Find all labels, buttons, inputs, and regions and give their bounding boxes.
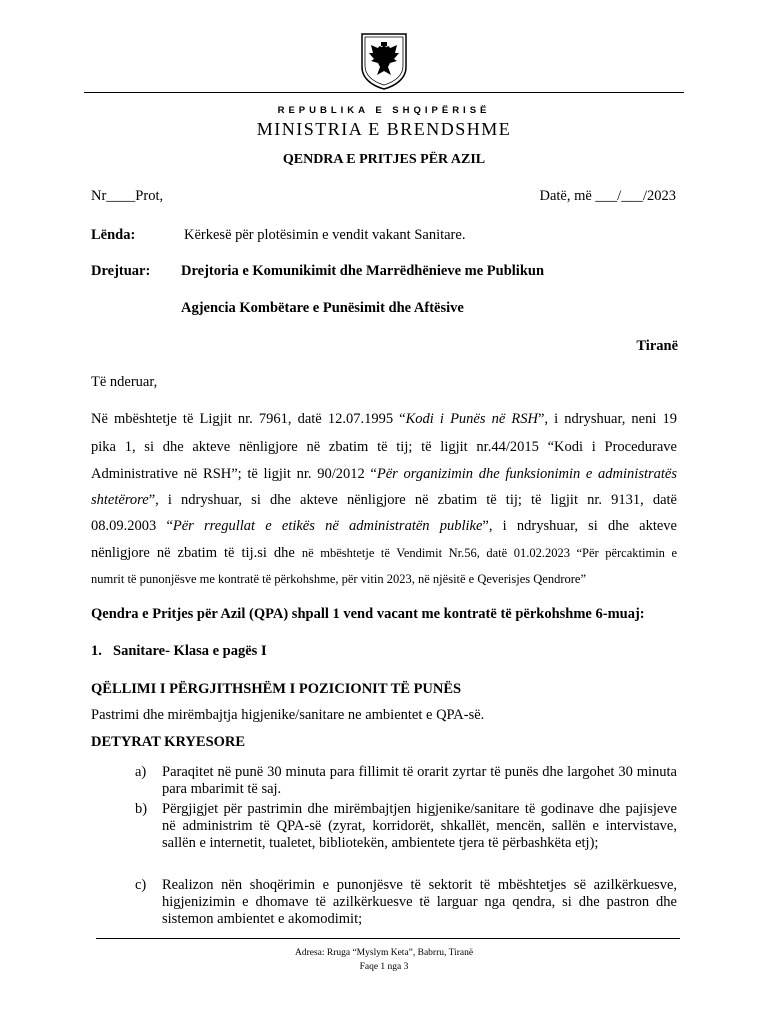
list-text: Realizon nën shoqërimin e punonjësve të sektorit të mbështetjes së azilkërkuesve, higjenizimin e dhomave të azilkërkuesve të larguar nga qendra, si dhe pastron dhe sistemon ambientet e akomodimit; [162,877,677,927]
protocol-number: Nr____Prot, [91,188,164,204]
paragraph-line-5: 08.09.2003 “Për rregullat e etikës në administratën publike”, i ndryshuar, si dhe akteve [91,518,677,534]
page-number: Faqe 1 nga 3 [359,962,409,972]
addressee-1: Drejtoria e Komunikimit dhe Marrëdhënieve me Publikun [181,263,545,279]
paragraph-line-7: numrit të punonjësve me kontratë të përkohshme, për vitin 2023, në njësitë e Qeverisjes Qendrore” [91,572,586,586]
header-divider [84,92,684,93]
position-number: 1. [91,643,102,659]
footer-divider [96,938,680,939]
ministry-name: MINISTRIA E BRENDSHME [256,119,512,139]
republic-name: REPUBLIKA E SHQIPËRISË [277,105,491,116]
list-marker: a) [135,764,147,780]
duties-heading: DETYRAT KRYESORE [91,734,246,750]
greeting: Të nderuar, [91,374,158,390]
list-text: Përgjigjet për pastrimin dhe mirëmbajtjen higjenike/sanitare të godinave dhe pajisjeve në administrim të QPA-së (zyrat, korridorët, shkallët, mencën, sallën e intervistave, sallën e internetit, tualetet, bibliotekën, ambientete tjera të përbashkëta etj); [162,801,677,851]
paragraph-line-2: pika 1, si dhe akteve nënligjore në zbatim të tij; të ligjit nr.44/2015 “Kodi i Procedurave [91,439,677,455]
purpose-heading: QËLLIMI I PËRGJITHSHËM I POZICIONIT TË PUNËS [91,681,462,697]
paragraph-line-4: shtetërore”, i ndryshuar, si dhe akteve nënligjore në zbatim të tij; të ligjit nr. 9131, datë [91,492,677,508]
coat-of-arms-emblem [359,31,409,91]
footer-address: Adresa: Rruga “Myslym Keta”, Babrru, Tiranë [294,948,474,958]
vacancy-announcement: Qendra e Pritjes për Azil (QPA) shpall 1 vend vacant me kontratë të përkohshme 6-muaj: [91,606,645,622]
paragraph-line-3: Administrative në RSH”; të ligjit nr. 90/2012 “Për organizimin dhe funksionimin e administratës [91,466,677,482]
document-date: Datë, më ___/___/2023 [539,188,676,204]
city: Tiranë [636,338,678,354]
subject-value: Kërkesë për plotësimin e vendit vakant Sanitare. [184,227,466,243]
paragraph-line-6: nënligjore në zbatim të tij.si dhe në mbështetje të Vendimit Nr.56, datë 01.02.2023 “Për përcaktimin e [91,545,677,561]
list-marker: b) [135,801,148,817]
addressee-2: Agjencia Kombëtare e Punësimit dhe Aftësive [181,300,464,316]
list-marker: c) [135,877,147,893]
addressee-label: Drejtuar: [91,263,151,279]
purpose-text: Pastrimi dhe mirëmbajtja higjenike/sanitare ne ambientet e QPA-së. [91,707,485,723]
institution-name: QENDRA E PRITJES PËR AZIL [282,152,486,167]
position-title: Sanitare- Klasa e pagës I [113,643,267,659]
subject-label: Lënda: [91,227,136,243]
paragraph-line-1: Në mbështetje të Ligjit nr. 7961, datë 12.07.1995 “Kodi i Punës në RSH”, i ndryshuar, neni 19 [91,411,677,427]
list-text: Paraqitet në punë 30 minuta para fillimit të orarit zyrtar të punës dhe largohet 30 minuta para mbarimit të saj. [162,764,677,797]
